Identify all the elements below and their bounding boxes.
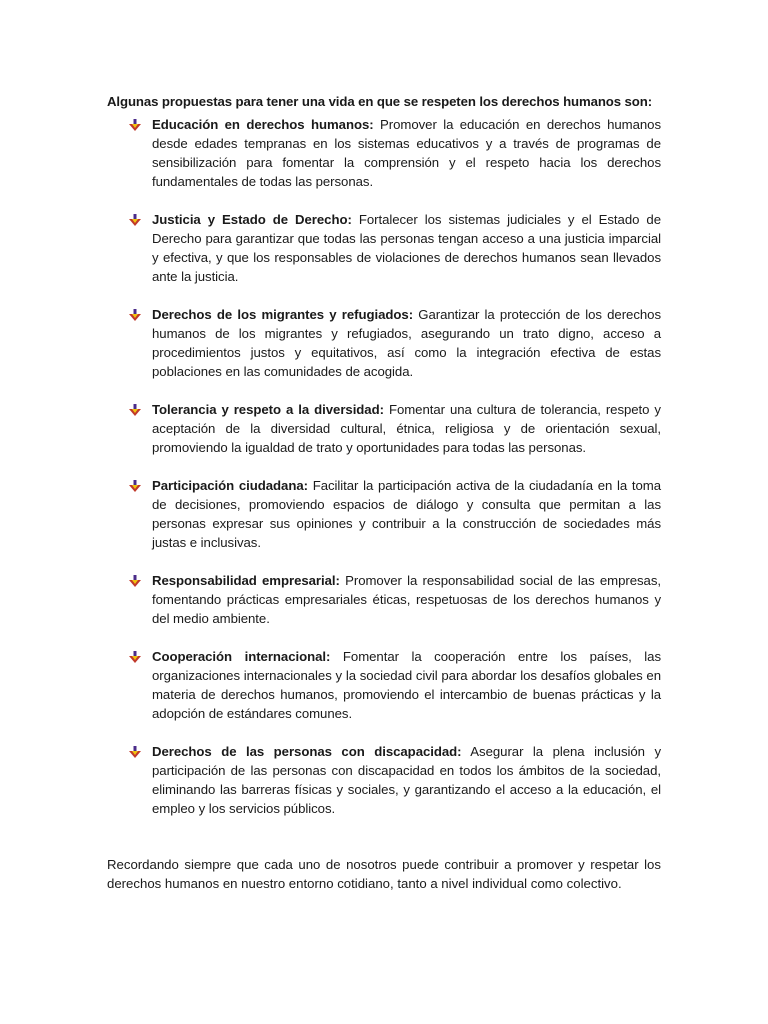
list-item bbox=[152, 571, 661, 628]
arrow-down-bullet-icon bbox=[129, 575, 141, 587]
arrow-down-bullet-icon bbox=[129, 404, 141, 416]
list-item bbox=[152, 476, 661, 552]
item-text: Fomentar una cultura de tolerancia, respeto y aceptación de la diversidad cultural, étnica, religiosa y de orientación sexual, promoviendo la igualdad de trato y oportunidades para todas las personas. bbox=[152, 402, 661, 455]
item-text: Promover la responsabilidad social de las empresas, fomentando prácticas empresariales éticas, respetuosas de los derechos humanos y del medio ambiente. bbox=[152, 573, 661, 626]
item-term: Justicia y Estado de Derecho: bbox=[152, 212, 352, 227]
item-text: Promover la educación en derechos humanos desde edades tempranas en los sistemas educativos y a través de programas de sensibilización para fomentar la comprensión y el respeto hacia los derechos fundamentales de todas las personas. bbox=[152, 117, 661, 189]
arrow-down-bullet-icon bbox=[129, 214, 141, 226]
item-text: Fomentar la cooperación entre los países, las organizaciones internacionales y la sociedad civil para abordar los desafíos globales en materia de derechos humanos, promoviendo el intercambio de buenas prácticas y la adopción de estándares comunes. bbox=[152, 649, 661, 721]
item-text: Facilitar la participación activa de la ciudadanía en la toma de decisiones, promoviendo espacios de diálogo y consulta que permitan a las personas expresar sus opiniones y contribuir a la construcción de sociedades más justas e inclusivas. bbox=[152, 478, 661, 550]
list-item bbox=[152, 647, 661, 723]
list-item bbox=[152, 400, 661, 457]
list-item bbox=[152, 305, 661, 381]
item-term: Derechos de los migrantes y refugiados: bbox=[152, 307, 414, 322]
item-term: Tolerancia y respeto a la diversidad: bbox=[152, 402, 384, 417]
arrow-down-bullet-icon bbox=[129, 119, 141, 131]
arrow-down-bullet-icon bbox=[129, 480, 141, 492]
list-item bbox=[152, 210, 661, 286]
item-text: Asegurar la plena inclusión y participación de las personas con discapacidad en todos los ámbitos de la sociedad, eliminando las barreras físicas y sociales, y garantizando el acceso a la educación, el empleo y los servicios públicos. bbox=[152, 744, 662, 816]
intro-heading: Algunas propuestas para tener una vida en que se respeten los derechos humanos son: bbox=[107, 94, 652, 109]
item-text: Garantizar la protección de los derechos humanos de los migrantes y refugiados, asegurando un trato digno, acceso a procedimientos justos y equitativos, así como la integración efectiva de estas poblaciones en las comunidades de acogida. bbox=[152, 307, 661, 379]
closing-paragraph: Recordando siempre que cada uno de nosotros puede contribuir a promover y respetar los derechos humanos en nuestro entorno cotidiano, tanto a nivel individual como colectivo. bbox=[107, 857, 661, 891]
document-body bbox=[107, 92, 661, 818]
item-term: Derechos de las personas con discapacidad: bbox=[152, 744, 462, 759]
item-term: Participación ciudadana: bbox=[152, 478, 308, 493]
arrow-down-bullet-icon bbox=[129, 309, 141, 321]
arrow-down-bullet-icon bbox=[129, 651, 141, 663]
proposals-list bbox=[107, 115, 661, 818]
arrow-down-bullet-icon bbox=[129, 746, 141, 758]
list-item bbox=[152, 115, 661, 191]
item-term: Cooperación internacional: bbox=[152, 649, 331, 664]
item-term: Educación en derechos humanos: bbox=[152, 117, 374, 132]
list-item bbox=[152, 742, 661, 818]
item-text: Fortalecer los sistemas judiciales y el Estado de Derecho para garantizar que todas las personas tengan acceso a una justicia imparcial y efectiva, y que los responsables de violaciones de derechos humanos sean llevados ante la justicia. bbox=[152, 212, 661, 284]
item-term: Responsabilidad empresarial: bbox=[152, 573, 340, 588]
